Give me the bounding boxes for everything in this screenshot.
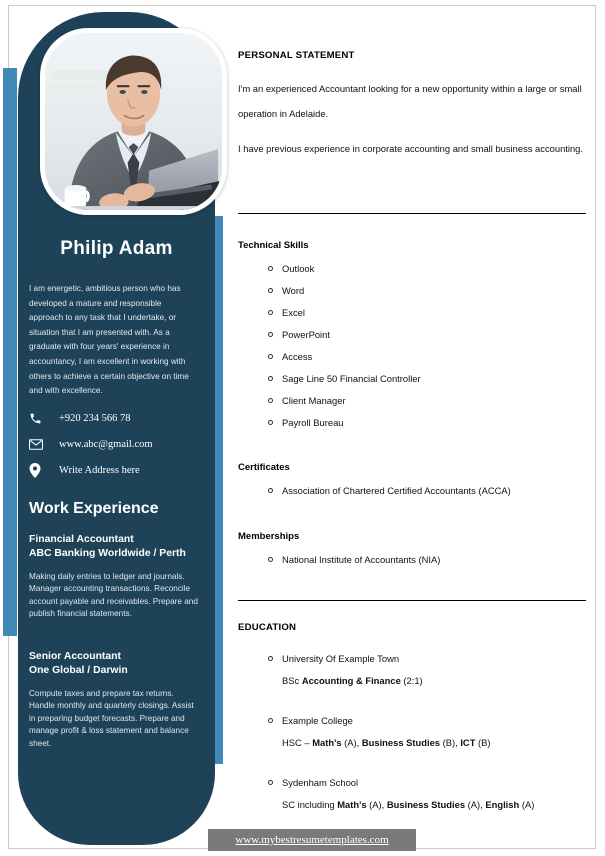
- education-item-1: [238, 648, 588, 691]
- education-heading: EDUCATION: [238, 622, 297, 633]
- list-item: Excel: [238, 302, 588, 324]
- memberships-heading: Memberships: [238, 531, 300, 542]
- job-description-2: Compute taxes and prepare tax returns. Handle monthly and quarterly closings. Assist in preparing budget forecasts. Prepare and manage profit & loss statement and balance sheet.: [29, 689, 194, 748]
- divider-1: [238, 213, 586, 214]
- accent-bar-left: [3, 68, 17, 636]
- edu-detail-bold3: English: [485, 799, 520, 810]
- education-institution: Sydenham School: [238, 772, 588, 794]
- edu-detail-suffix: (A),: [341, 737, 362, 748]
- envelope-icon: [29, 439, 59, 450]
- avatar: [40, 28, 227, 215]
- work-experience-item-2: [29, 650, 199, 750]
- phone-value: +920 234 566 78: [59, 412, 131, 424]
- edu-detail-bold2: Business Studies: [386, 799, 466, 810]
- edu-detail-bold3: ICT: [460, 737, 476, 748]
- job-title-1: [29, 533, 199, 561]
- list-item: Sage Line 50 Financial Controller: [238, 368, 588, 390]
- profile-photo-image: [45, 33, 222, 210]
- list-item: National Institute of Accountants (NIA): [238, 549, 588, 571]
- main-column: [238, 0, 588, 856]
- edu-detail-suffix3: (B): [475, 737, 491, 748]
- contact-row-address[interactable]: [29, 457, 209, 483]
- edu-detail-suffix3: (A): [519, 799, 535, 810]
- edu-detail-suffix: (A),: [366, 799, 387, 810]
- education-item-2: [238, 710, 588, 753]
- email-value: www.abc@gmail.com: [59, 438, 153, 450]
- edu-detail-prefix: HSC –: [282, 737, 313, 748]
- education-list: [238, 648, 588, 834]
- list-item: Access: [238, 346, 588, 368]
- certificates-list: [238, 480, 588, 502]
- edu-detail-bold2: Business Studies: [361, 737, 441, 748]
- edu-detail-suffix: (2:1): [400, 675, 423, 686]
- map-pin-icon: [29, 463, 59, 478]
- personal-statement-paragraph-2: I have previous experience in corporate accounting and small business accounting.: [238, 143, 583, 154]
- list-item: Client Manager: [238, 390, 588, 412]
- contact-list: [29, 405, 209, 483]
- footer-banner: [208, 829, 416, 851]
- divider-2: [238, 600, 586, 601]
- technical-skills-list: [238, 258, 588, 434]
- personal-statement-heading: PERSONAL STATEMENT: [238, 50, 355, 61]
- edu-detail-bold: Accounting & Finance: [301, 675, 401, 686]
- education-detail-3: [238, 794, 588, 815]
- list-item: Association of Chartered Certified Accountants (ACCA): [238, 480, 588, 502]
- work-experience-heading: Work Experience: [29, 500, 159, 517]
- contact-row-email[interactable]: [29, 431, 209, 457]
- edu-detail-suffix2: (B),: [440, 737, 461, 748]
- list-item: PowerPoint: [238, 324, 588, 346]
- list-item: Payroll Bureau: [238, 412, 588, 434]
- contact-row-phone[interactable]: [29, 405, 209, 431]
- list-item: Word: [238, 280, 588, 302]
- work-experience-item-1: [29, 533, 199, 621]
- memberships-list: [238, 549, 588, 571]
- certificates-heading: Certificates: [238, 462, 290, 473]
- edu-detail-prefix: SC including: [282, 799, 338, 810]
- job-title-2: [29, 650, 199, 678]
- job-company-1: ABC Banking Worldwide / Perth: [29, 548, 186, 559]
- job-role-1: Financial Accountant: [29, 534, 134, 545]
- technical-skills-heading: Technical Skills: [238, 240, 309, 251]
- education-institution: Example College: [238, 710, 588, 732]
- job-description-1: Making daily entries to ledger and journals. Manager accounting transactions. Reconcile account payable and receivables. Prepare and publish financial statements.: [29, 572, 198, 619]
- list-item: Outlook: [238, 258, 588, 280]
- education-detail-2: [238, 732, 588, 753]
- job-company-2: One Global / Darwin: [29, 665, 128, 676]
- education-institution: University Of Example Town: [238, 648, 588, 670]
- education-detail-1: [238, 670, 588, 691]
- profile-photo: [45, 33, 222, 210]
- personal-statement-paragraph-1: I'm an experienced Accountant looking for a new opportunity within a large or small operation in Adelaide.: [238, 83, 582, 119]
- candidate-name: Philip Adam: [60, 238, 173, 259]
- address-value: Write Address here: [59, 464, 140, 476]
- edu-detail-prefix: BSc: [282, 675, 302, 686]
- job-role-2: Senior Accountant: [29, 651, 121, 662]
- edu-detail-suffix2: (A),: [465, 799, 486, 810]
- education-item-3: [238, 772, 588, 815]
- edu-detail-bold: Math's: [312, 737, 342, 748]
- edu-detail-bold: Math's: [337, 799, 367, 810]
- about-text: I am energetic, ambitious person who has developed a mature and responsible approach to any task that I undertake, or situation that I am presented with. As a graduate with four years' experience in accountancy, I am excellent in working with others to achieve a certain objective on time and with excellence.: [29, 284, 189, 396]
- footer-website-link[interactable]: www.mybestresumetemplates.com: [235, 834, 389, 846]
- phone-icon: [29, 412, 59, 425]
